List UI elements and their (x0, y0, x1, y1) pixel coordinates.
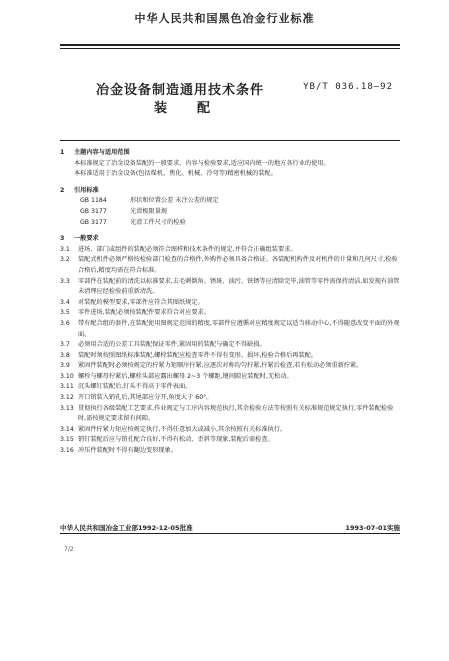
footer-rule (60, 533, 400, 534)
section-2-heading (60, 186, 400, 197)
clause-item (60, 361, 400, 372)
clause-number: 3.2 (60, 256, 70, 264)
clause-number: 3.7 (60, 341, 70, 349)
clause-number: 3.16 (60, 447, 74, 455)
reference-text: 光滑极限量规 (130, 207, 168, 215)
clause-item (60, 277, 400, 298)
clause-number: 3.6 (60, 319, 70, 327)
footer (60, 523, 400, 532)
clause-number: 3.15 (60, 436, 74, 444)
clause-item (60, 340, 400, 351)
clause-item (60, 372, 400, 383)
reference-code: GB 3177 (80, 207, 107, 215)
section-title: 主题内容与适用范围 (74, 149, 130, 156)
clause-item (60, 446, 400, 457)
industry-standard-title: 中华人民共和国黑色冶金行业标准 (134, 12, 315, 25)
section-1-heading (60, 148, 400, 159)
section-3-heading (60, 234, 400, 245)
clause-text: 零部件在装配前的清洗以标准要求,去毛刺倒角、锈斑、油污、铁锈等应清除完毕,油管等零件需保持清洁,如发现有油管未清理应经检验前重新清洗。 (78, 277, 400, 296)
document-body (60, 148, 400, 457)
clause-text: 冲压件装配时不得有翻边变形现象。 (78, 447, 177, 455)
clause-item (60, 319, 400, 340)
clause-list (60, 245, 400, 457)
reference-item (80, 196, 400, 207)
reference-text: 光滑工件尺寸的检验 (130, 218, 186, 226)
section-number: 3 (60, 235, 65, 243)
page-mark: 7/2 (64, 546, 74, 553)
clause-number: 3.4 (60, 298, 70, 306)
clause-number: 3.8 (60, 351, 70, 359)
clause-text: 开口销装入销孔后,其尾部应分开,角度大于 60°。 (78, 394, 213, 402)
clause-item (60, 255, 400, 276)
standard-code: YB/T 036.18—92 (303, 82, 393, 92)
clause-number: 3.9 (60, 362, 70, 370)
clause-item (60, 425, 400, 436)
implementation-date: 1993-07-01实施 (345, 524, 400, 532)
clause-number: 3.3 (60, 277, 70, 285)
clause-text: 进场、部门或组件的装配必须符合图样和技术条件的规定,并符合正确组装要求。 (78, 245, 297, 253)
reference-code: GB 3177 (80, 218, 107, 226)
clause-text: 零件进场,装配必须按装配件要求符合对应要求。 (78, 309, 210, 317)
clause-item (60, 245, 400, 256)
clause-text: 贯彻执行各级装配工艺要求,作业规定与工序内容规范执行,其余检验方法等按照有关标准规范规定执行,零件装配检验时,需按规定要求留有间隙。 (78, 404, 394, 423)
section-number: 1 (60, 149, 65, 156)
paragraph: 本标准适用于冶金设备(包括煤机、焦化、机械、冷弯等)精密机械的装配。 (74, 170, 277, 178)
reference-item (80, 207, 400, 218)
clause-item (60, 382, 400, 393)
clause-item (60, 308, 400, 319)
clause-text: 装配时须按照图纸标准装配,螺栓装配应检查零件不得有变形、损坏,检验合格后再装配。 (78, 351, 318, 359)
clause-number: 3.5 (60, 309, 70, 317)
clause-text: 装配式机件必须严格按检验部门检查的合格件,外购件必须具备合格证。各装配机构件及对机件的计量和几何尺寸,检验合格后,精度均需在符合标准。 (78, 256, 398, 274)
standard-title: 冶金设备制造通用技术条件 (96, 83, 265, 98)
header-rule-thin (60, 48, 400, 49)
reference-item (80, 218, 400, 229)
title-rule (60, 140, 400, 141)
section-number: 2 (60, 186, 65, 194)
clause-text: 带有配合组的套件,在装配使用图规定范围的精度,零部件应遵循对应精度规定以适当移动中心,不得随意改变平面的外观面。 (78, 319, 400, 338)
header-rule-thick (60, 44, 400, 46)
clause-text: 必须用合适的公差工具装配保证零件,紧固用的装配与确定不得缺损。 (78, 341, 266, 349)
clause-text: 对装配的模型要求,零部件应符合其图纸规定。 (78, 298, 204, 306)
clause-number: 3.13 (60, 404, 74, 412)
section-title: 一般要求 (74, 235, 99, 243)
reference-text: 形状和位置公差 未注公差的规定 (130, 197, 219, 205)
clause-text: 销钉装配后应与销孔配合良好,不得有松动、歪斜等现象,装配后需检查。 (78, 436, 274, 444)
clause-item (60, 435, 400, 446)
clause-text: 紧固件装配时必须按规定的拧紧力矩顺序拧紧,应逐次对称均匀拧紧,拧紧后检查,若有松动必须重新拧紧。 (78, 362, 363, 370)
reference-list (60, 196, 400, 228)
clause-item (60, 393, 400, 404)
paragraph: 本标准规定了冶金设备装配的一般要求、内容与检验要求,适应国内统一的地方各行业的使用。 (74, 159, 330, 167)
clause-text: 螺栓与螺母拧紧后,螺栓头部应露出螺母 2~3 个螺距,键间隙应装配时,无松动。 (78, 372, 293, 380)
clause-number: 3.1 (60, 245, 70, 253)
clause-number: 3.10 (60, 372, 74, 380)
clause-number: 3.14 (60, 425, 74, 433)
clause-number: 3.12 (60, 394, 74, 402)
clause-item (60, 404, 400, 425)
approval-text: 中华人民共和国冶金工业部1992-12-05批准 (60, 524, 193, 532)
clause-item (60, 351, 400, 362)
clause-text: 沉头螺钉装配后,钉头不得高于零件表面。 (78, 383, 192, 391)
reference-code: GB 1184 (80, 197, 107, 205)
clause-text: 紧固件拧紧力矩应按规定执行,不得任意加大或减小,其余按照有关标准执行。 (78, 425, 287, 433)
section-title: 引用标准 (74, 186, 99, 194)
standard-subtitle: 装配 (154, 101, 241, 116)
clause-number: 3.11 (60, 383, 74, 391)
clause-item (60, 298, 400, 309)
